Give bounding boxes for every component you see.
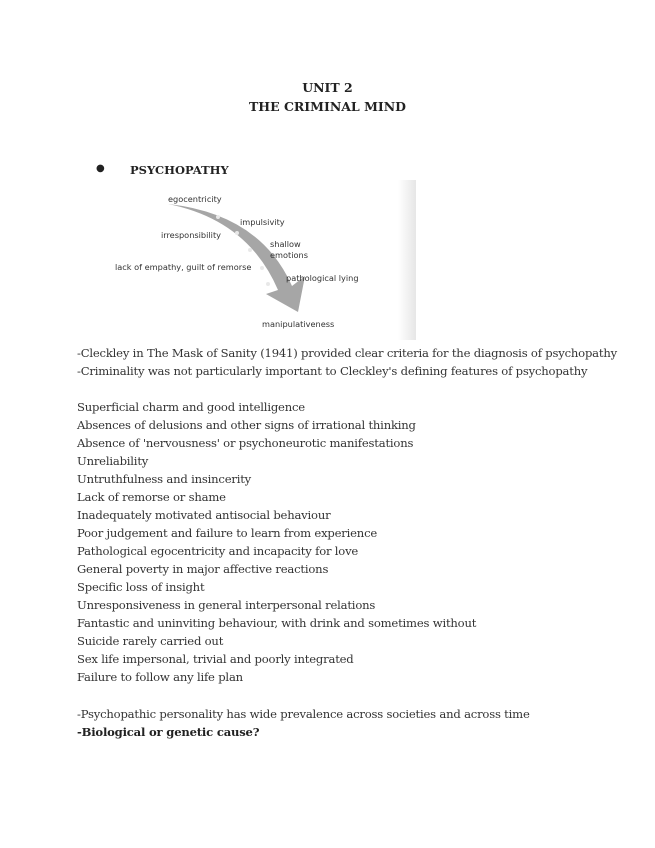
intro-line: -Cleckley in The Mask of Sanity (1941) provided clear criteria for the diagnosis of psychopathy <box>77 346 617 360</box>
diagram-label: lack of empathy, guilt of remorse <box>115 262 252 272</box>
criteria-item: Inadequately motivated antisocial behaviour <box>77 508 331 522</box>
criteria-item: Unresponsiveness in general interpersonal relations <box>77 598 376 612</box>
criteria-item: Superficial charm and good intelligence <box>77 400 305 414</box>
diagram-label: manipulativeness <box>262 319 335 329</box>
closing-question: -Biological or genetic cause? <box>77 725 260 739</box>
criteria-item: Specific loss of insight <box>77 580 205 594</box>
criteria-item: Absences of delusions and other signs of irrational thinking <box>77 418 416 432</box>
diagram-label: impulsivity <box>240 217 285 227</box>
criteria-item: Sex life impersonal, trivial and poorly integrated <box>77 652 354 666</box>
criteria-item: Absence of 'nervousness' or psychoneurotic manifestations <box>77 436 414 450</box>
diagram-label: pathological lying <box>286 273 359 283</box>
diagram-label: shallow <box>270 239 301 249</box>
psychopathy-traits-diagram <box>115 180 416 340</box>
criteria-item: Failure to follow any life plan <box>77 670 243 684</box>
criteria-item: Pathological egocentricity and incapacity for love <box>77 544 359 558</box>
closing-line: -Psychopathic personality has wide prevalence across societies and across time <box>77 707 530 721</box>
intro-line: -Criminality was not particularly important to Cleckley's defining features of psychopathy <box>77 364 588 378</box>
criteria-item: Untruthfulness and insincerity <box>77 472 252 486</box>
criteria-item: Poor judgement and failure to learn from experience <box>77 526 378 540</box>
chapter-title: THE CRIMINAL MIND <box>248 99 407 114</box>
criteria-item: Fantastic and uninviting behaviour, with drink and sometimes without <box>77 616 477 630</box>
criteria-item: General poverty in major affective reactions <box>77 562 329 576</box>
diagram-label: egocentricity <box>168 194 222 204</box>
criteria-item: Lack of remorse or shame <box>77 490 226 504</box>
diagram-label: irresponsibility <box>161 230 221 240</box>
criteria-item: Unreliability <box>77 454 149 468</box>
image-edge-shade <box>398 180 416 340</box>
diagram-label: emotions <box>270 250 308 260</box>
unit-title: UNIT 2 <box>302 80 353 95</box>
criteria-item: Suicide rarely carried out <box>77 634 224 648</box>
section-heading: PSYCHOPATHY <box>130 163 229 177</box>
bullet-icon: ● <box>96 163 105 174</box>
